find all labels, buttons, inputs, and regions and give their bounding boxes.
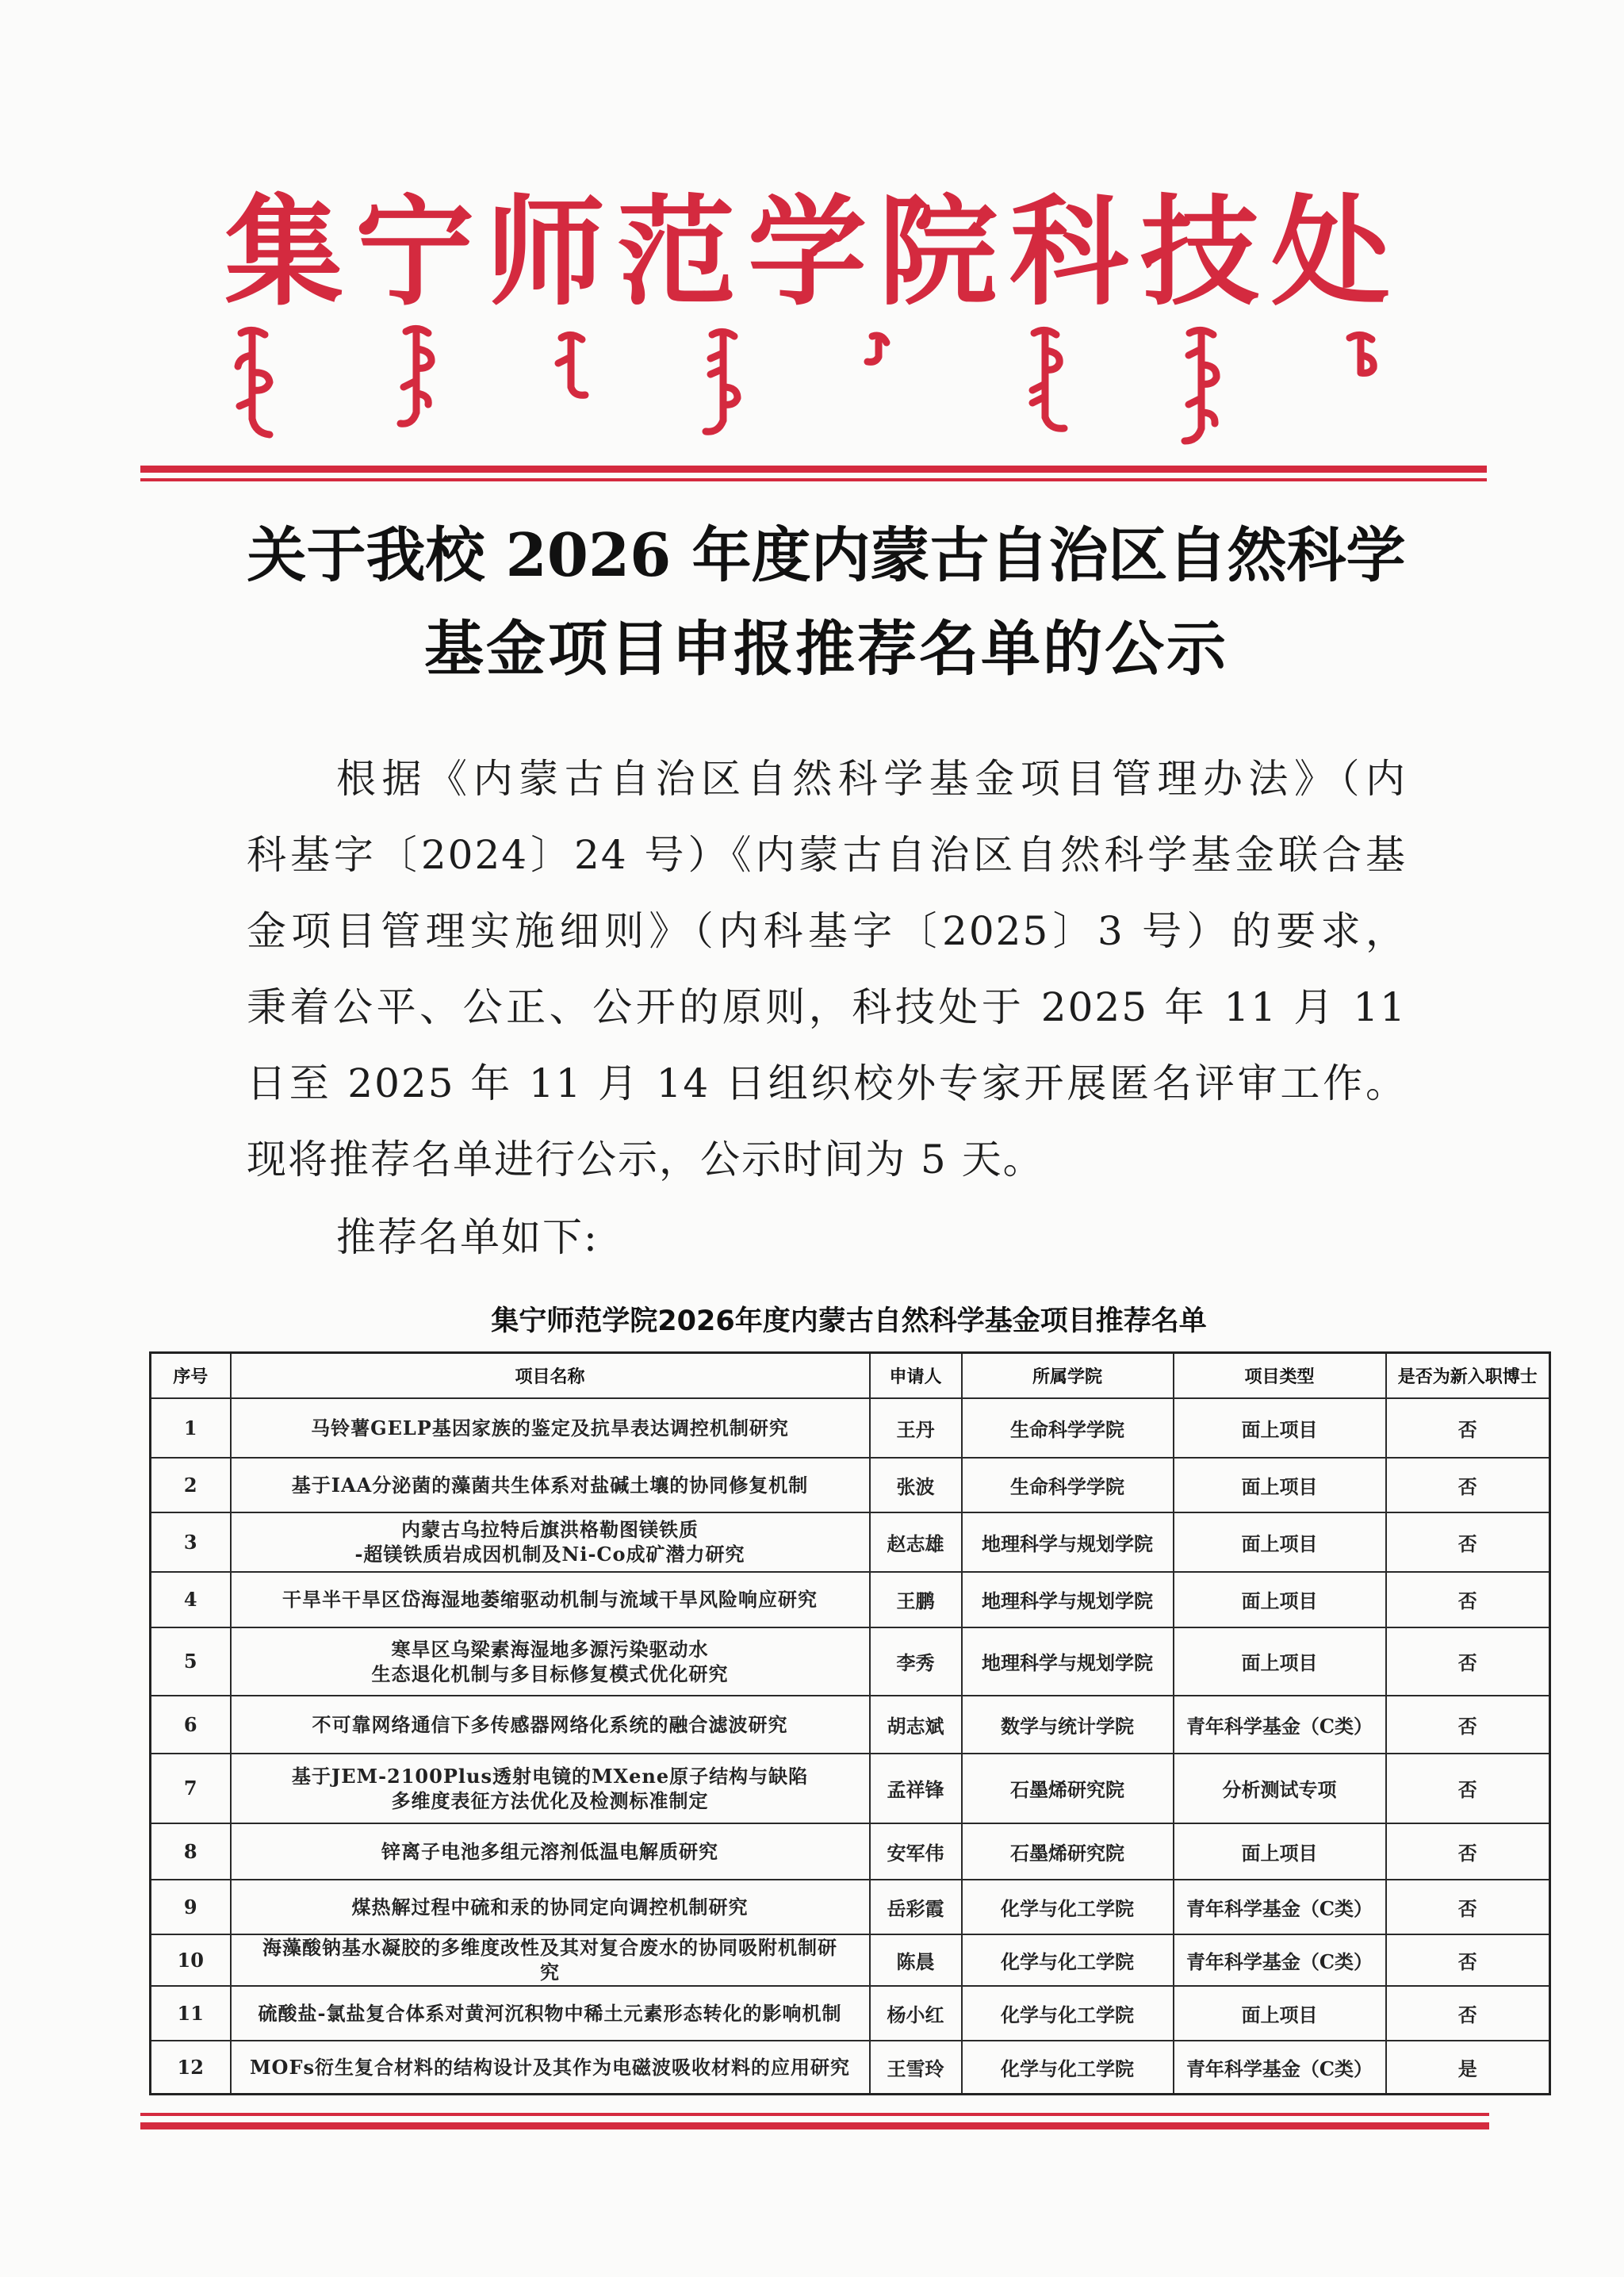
footer-rule-thin (140, 2113, 1489, 2116)
table-row (151, 1934, 1550, 1986)
project-name-line: MOFs衍生复合材料的结构设计及其作为电磁波吸收材料的应用研究 (249, 2055, 851, 2079)
row-number-cell: 2 (151, 1458, 231, 1512)
header-applicant: 申请人 (870, 1353, 962, 1398)
project-name-cell (231, 1880, 870, 1934)
notice-title-line-2: 基金项目申报推荐名单的公示 (423, 614, 1228, 684)
project-name-cell (231, 1696, 870, 1754)
table-row (151, 1880, 1550, 1934)
table-header-row (151, 1353, 1550, 1398)
applicant-cell: 岳彩霞 (870, 1880, 962, 1934)
project-type-cell: 面上项目 (1174, 1627, 1386, 1696)
college-cell: 数学与统计学院 (962, 1696, 1174, 1754)
project-name-cell (231, 1986, 870, 2041)
notice-title-line-1: 关于我校 2026 年度内蒙古自治区自然科学 (247, 520, 1406, 590)
mongolian-word-3 (558, 335, 585, 395)
letterhead-org-name: 集宁师范学院科技处 (224, 182, 1403, 322)
project-name-cell (231, 2041, 870, 2095)
project-name-cell (231, 1754, 870, 1823)
row-number-cell: 1 (151, 1398, 231, 1458)
applicant-cell: 张波 (870, 1458, 962, 1512)
college-cell: 地理科学与规划学院 (962, 1627, 1174, 1696)
project-type-cell: 面上项目 (1174, 1986, 1386, 2041)
project-name-line: 锌离子电池多组元溶剂低温电解质研究 (381, 1839, 718, 1863)
table-row (151, 1398, 1550, 1458)
project-name-line: 基于IAA分泌菌的藻菌共生体系对盐碱土壤的协同修复机制 (291, 1473, 809, 1497)
row-number-cell: 11 (151, 1986, 231, 2041)
college-cell: 地理科学与规划学院 (962, 1512, 1174, 1572)
project-name-cell (231, 1398, 870, 1458)
project-name-line: 多维度表征方法优化及检测标准制定 (391, 1788, 709, 1812)
project-name-cell (231, 1934, 870, 1986)
project-name-line: 硫酸盐-氯盐复合体系对黄河沉积物中稀土元素形态转化的影响机制 (258, 2001, 842, 2025)
project-name-line: 干旱半干旱区岱海湿地萎缩驱动机制与流域干旱风险响应研究 (282, 1588, 818, 1611)
project-name-cell (231, 1823, 870, 1880)
project-name-cell (231, 1572, 870, 1627)
table-row (151, 1512, 1550, 1572)
table-row (151, 1696, 1550, 1754)
row-number-cell: 5 (151, 1627, 231, 1696)
letterhead-rule-thin (140, 478, 1487, 481)
new-phd-cell: 否 (1386, 1627, 1550, 1696)
table-row (151, 1627, 1550, 1696)
college-cell: 石墨烯研究院 (962, 1754, 1174, 1823)
new-phd-cell: 是 (1386, 2041, 1550, 2095)
paragraph-line: 日至 2025 年 11 月 14 日组织校外专家开展匿名评审工作。 (247, 1060, 1407, 1106)
paragraph-line: 现将推荐名单进行公示，公示时间为 5 天。 (247, 1137, 1044, 1183)
college-cell: 生命科学学院 (962, 1458, 1174, 1512)
row-number-cell: 12 (151, 2041, 231, 2095)
college-cell: 化学与化工学院 (962, 1880, 1174, 1934)
letterhead-rule-thick (140, 466, 1487, 473)
new-phd-cell: 否 (1386, 1754, 1550, 1823)
project-type-cell: 面上项目 (1174, 1572, 1386, 1627)
mongolian-word-4 (706, 332, 737, 431)
header-project-name: 项目名称 (231, 1353, 870, 1398)
new-phd-cell: 否 (1386, 1934, 1550, 1986)
applicant-cell: 赵志雄 (870, 1512, 962, 1572)
applicant-cell: 陈晨 (870, 1934, 962, 1986)
project-name-line: 不可靠网络通信下多传感器网络化系统的融合滤波研究 (312, 1712, 788, 1736)
row-number-cell: 7 (151, 1754, 231, 1823)
row-number-cell: 4 (151, 1572, 231, 1627)
college-cell: 化学与化工学院 (962, 2041, 1174, 2095)
project-type-cell: 青年科学基金（C类） (1174, 1880, 1386, 1934)
list-intro: 推荐名单如下: (336, 1214, 599, 1260)
project-name-cell (231, 1458, 870, 1512)
college-cell: 化学与化工学院 (962, 1986, 1174, 2041)
applicant-cell: 李秀 (870, 1627, 962, 1696)
row-number-cell: 8 (151, 1823, 231, 1880)
project-type-cell: 面上项目 (1174, 1458, 1386, 1512)
project-name-line: 内蒙古乌拉特后旗洪格勒图镁铁质 (401, 1518, 699, 1541)
footer-rule-thick (140, 2122, 1489, 2129)
new-phd-cell: 否 (1386, 1458, 1550, 1512)
project-name-line: 生态退化机制与多目标修复模式优化研究 (371, 1662, 729, 1685)
table-row (151, 2041, 1550, 2095)
project-name-line: 煤热解过程中硫和汞的协同定向调控机制研究 (351, 1895, 749, 1919)
paragraph-line: 金项目管理实施细则》（内科基字〔2025〕3 号）的要求， (247, 908, 1407, 954)
new-phd-cell: 否 (1386, 1880, 1550, 1934)
new-phd-cell: 否 (1386, 1398, 1550, 1458)
header-new-phd: 是否为新入职博士 (1386, 1353, 1550, 1398)
header-project-type: 项目类型 (1174, 1353, 1386, 1398)
college-cell: 石墨烯研究院 (962, 1823, 1174, 1880)
header-college: 所属学院 (962, 1353, 1174, 1398)
project-name-line: 马铃薯GELP基因家族的鉴定及抗旱表达调控机制研究 (311, 1416, 789, 1439)
table-caption: 集宁师范学院2026年度内蒙古自然科学基金项目推荐名单 (491, 1305, 1207, 1337)
project-type-cell: 面上项目 (1174, 1823, 1386, 1880)
header-no: 序号 (151, 1353, 231, 1398)
mongolian-word-7 (1185, 330, 1216, 441)
applicant-cell: 王鹏 (870, 1572, 962, 1627)
mongolian-word-5 (868, 335, 887, 362)
mongolian-word-8 (1350, 335, 1373, 373)
project-type-cell: 青年科学基金（C类） (1174, 1696, 1386, 1754)
table-row (151, 1458, 1550, 1512)
row-number-cell: 9 (151, 1880, 231, 1934)
paragraph-line: 根据《内蒙古自治区自然科学基金项目管理办法》（内 (336, 756, 1407, 802)
table-row (151, 1986, 1550, 2041)
applicant-cell: 王雪玲 (870, 2041, 962, 2095)
project-name-line: 寒旱区乌梁素海湿地多源污染驱动水 (391, 1637, 709, 1661)
mongolian-word-2 (400, 328, 431, 424)
project-type-cell: 面上项目 (1174, 1398, 1386, 1458)
applicant-cell: 胡志斌 (870, 1696, 962, 1754)
project-name-line: 海藻酸钠基水凝胶的多维度改性及其对复合废水的协同吸附机制研 (262, 1936, 837, 1959)
applicant-cell: 安军伟 (870, 1823, 962, 1880)
project-type-cell: 分析测试专项 (1174, 1754, 1386, 1823)
new-phd-cell: 否 (1386, 1823, 1550, 1880)
mongolian-word-6 (1032, 330, 1064, 428)
paragraph-line: 科基字〔2024〕24 号）《内蒙古自治区自然科学基金联合基 (247, 832, 1407, 878)
notice-paragraph (247, 741, 1407, 1198)
college-cell: 生命科学学院 (962, 1398, 1174, 1458)
project-name-line: -超镁铁质岩成因机制及Ni-Co成矿潜力研究 (354, 1543, 745, 1566)
new-phd-cell: 否 (1386, 1986, 1550, 2041)
project-type-cell: 面上项目 (1174, 1512, 1386, 1572)
project-name-line: 究 (540, 1961, 560, 1984)
new-phd-cell: 否 (1386, 1512, 1550, 1572)
row-number-cell: 3 (151, 1512, 231, 1572)
table-row (151, 1572, 1550, 1627)
table-row (151, 1823, 1550, 1880)
table-body (151, 1398, 1550, 2095)
mongolian-word-1 (238, 330, 270, 435)
new-phd-cell: 否 (1386, 1572, 1550, 1627)
row-number-cell: 10 (151, 1934, 231, 1986)
project-name-line: 基于JEM-2100Plus透射电镜的MXene原子结构与缺陷 (291, 1764, 809, 1788)
paragraph-line: 秉着公平、公正、公开的原则，科技处于 2025 年 11 月 11 (247, 984, 1407, 1030)
row-number-cell: 6 (151, 1696, 231, 1754)
applicant-cell: 杨小红 (870, 1986, 962, 2041)
table-row (151, 1754, 1550, 1823)
project-type-cell: 青年科学基金（C类） (1174, 1934, 1386, 1986)
applicant-cell: 王丹 (870, 1398, 962, 1458)
college-cell: 化学与化工学院 (962, 1934, 1174, 1986)
applicant-cell: 孟祥锋 (870, 1754, 962, 1823)
recommendation-table (149, 1351, 1551, 2095)
college-cell: 地理科学与规划学院 (962, 1572, 1174, 1627)
new-phd-cell: 否 (1386, 1696, 1550, 1754)
project-name-cell (231, 1512, 870, 1572)
project-type-cell: 青年科学基金（C类） (1174, 2041, 1386, 2095)
project-name-cell (231, 1627, 870, 1696)
